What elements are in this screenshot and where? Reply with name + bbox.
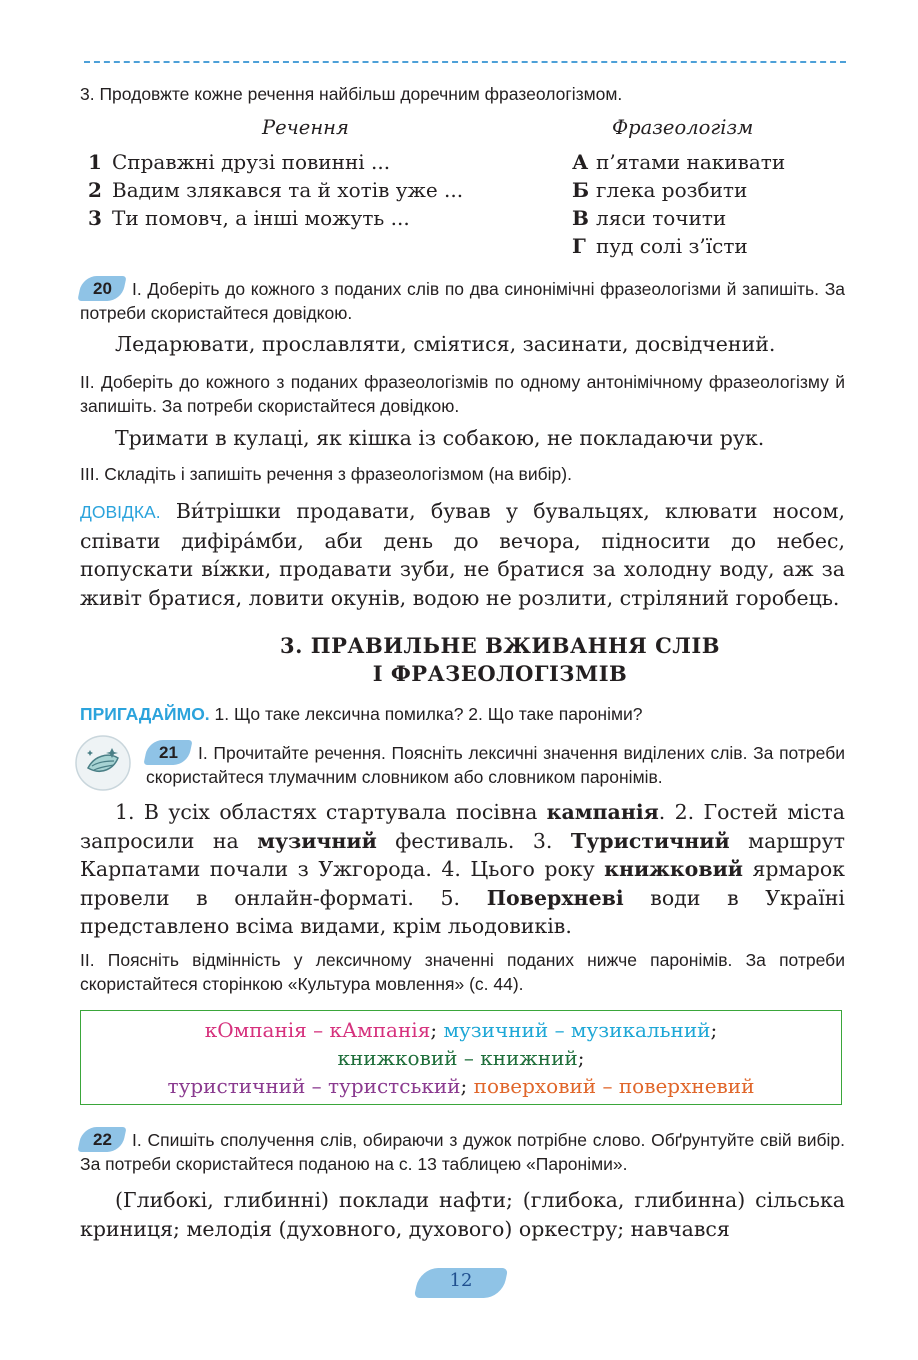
sentence-list [88, 148, 463, 232]
phraseologism-item: В ляси точити [572, 206, 727, 230]
exercise-number-badge: 20 [77, 276, 126, 301]
paronyms-box: кОмпанія – кАмпанія; музичний – музикальний; книжковий – книжний; туристичний – туристський; поверховий – поверхневий [80, 1010, 842, 1105]
section-title-line2: І ФРАЗЕОЛОГІЗМІВ [372, 661, 628, 686]
ex20-task1: 20 І. Доберіть до кожного з поданих слів по два синонімічні фразеологізми й запишіть. За потреби скористайтеся довідкою. [80, 276, 845, 325]
reference-block [80, 497, 845, 612]
sentence-item: 1 Справжні друзі повинні ... [88, 150, 391, 174]
ex20-words2: Тримати в кулаці, як кішка із собакою, не покладаючи рук. [115, 426, 765, 450]
ex22-text: (Глибокі, глибинні) поклади нафти; (глибока, глибинна) сільська криниця; мелодія (духовного, духового) оркестру; навчався [80, 1188, 845, 1241]
exercise-number-badge: 21 [143, 740, 192, 765]
ex3-instruction: 3. Продовжте кожне речення найбільш доречним фразеологізмом. [80, 84, 623, 104]
page-number: 12 [449, 1270, 473, 1291]
column-header-phraseologism: Фразеологізм [612, 116, 754, 139]
ex21-task2: ІІ. Поясніть відмінність у лексичному значенні поданих нижче паронімів. За потреби скористайтеся сторінкою «Культура мовлення» (с. 44). [80, 950, 845, 994]
ex20-task3: ІІІ. Складіть і запишіть речення з фразеологізмом (на вибір). [80, 464, 572, 484]
highlighted-word: Туристичний [570, 828, 730, 853]
sentence-item: 2 Вадим злякався та й хотів уже ... [88, 178, 464, 202]
ex20-task2: ІІ. Доберіть до кожного з поданих фразеологізмів по одному антонімічному фразеологізму й запишіть. За потреби скористайтеся довідкою. [80, 372, 845, 416]
phraseologism-item: Г пуд солі з’їсти [572, 234, 748, 258]
ex21-task1: 21 І. Прочитайте речення. Поясніть лексичні значення виділених слів. За потреби скористайтеся тлумачним словником або словником паронімів. [146, 740, 845, 789]
highlighted-word: книжковий [604, 857, 744, 881]
recall-text: 1. Що таке лексична помилка? 2. Що таке пароніми? [209, 704, 643, 724]
reference-label: ДОВІДКА. [80, 502, 161, 522]
recall-block [80, 702, 845, 726]
sentence-item: 3 Ти помовч, а інші можуть ... [88, 206, 410, 230]
phraseologism-list [572, 148, 785, 260]
ex22-task: 22 І. Спишіть сполучення слів, обираючи з дужок потрібне слово. Обґрунтуйте свій вибір. За потреби скористайтеся поданою на с. 13 таблицею «Пароніми». [80, 1127, 845, 1176]
column-header-sentence: Речення [262, 116, 349, 139]
phraseologism-item: Б глека розбити [572, 178, 748, 202]
ex20-words1: Ледарювати, прославляти, сміятися, засинати, досвідчений. [115, 332, 776, 356]
phraseologism-item: А п’ятами накивати [572, 150, 786, 174]
highlighted-word: музичний [257, 828, 377, 853]
reference-text: Ви́трішки продавати, бував у бувальцях, клювати носом, співати дифіра́мби, аби день до вечора, підносити до небес, попускати ві́жки, продавати зуби, не братися за холодну воду, аж за живіт братися, ловити окунів, водою не розлити, стріляний горобець. [80, 499, 845, 610]
exercise-number-badge: 22 [77, 1127, 126, 1152]
highlighted-word: Поверхневі [486, 885, 624, 910]
ex21-sentences: 1. В усіх областях стартувала посівна кампанія. 2. Гостей міста запросили на музичний фестиваль. 3. Туристичний маршрут Карпатами почали з Ужгорода. 4. Цього року книжковий ярмарок провели в онлайн-форматі. 5. Поверхневі води в Україні представлено всіма видами, крім льодовиків. [80, 800, 845, 938]
section-title-line1: 3. ПРАВИЛЬНЕ ВЖИВАННЯ СЛІВ [280, 633, 720, 658]
recall-label: ПРИГАДАЙМО. [80, 704, 210, 724]
dictionary-icon [74, 734, 132, 792]
top-dashed-divider [84, 61, 846, 63]
highlighted-word: кампанія [546, 800, 659, 824]
